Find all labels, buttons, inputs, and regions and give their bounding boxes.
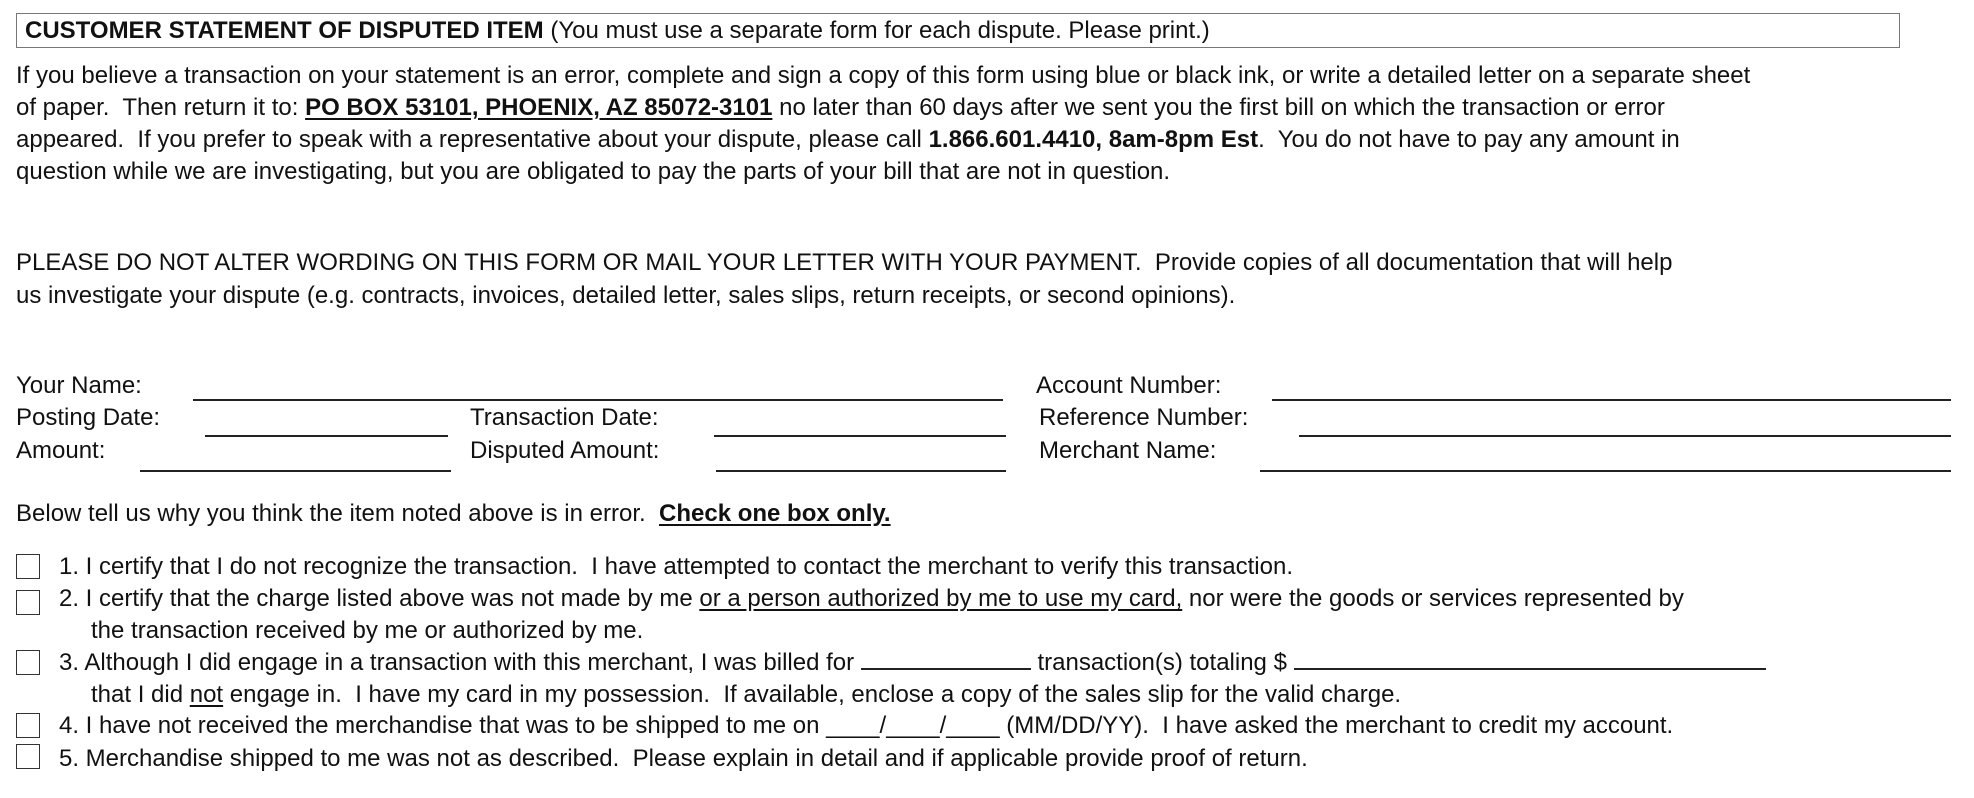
instruction-text: Below tell us why you think the item noted above is in error. [16, 500, 659, 527]
transaction-date-label: Transaction Date: [470, 404, 659, 431]
notice-line-1: PLEASE DO NOT ALTER WORDING ON THIS FORM OR MAIL YOUR LETTER WITH YOUR PAYMENT. Provide copies of all documentation that will help [16, 249, 1673, 276]
form-title-box [16, 13, 1900, 48]
merchant-name-field[interactable] [1260, 470, 1951, 472]
transaction-date-field[interactable] [714, 435, 1006, 437]
option-2-checkbox[interactable] [16, 590, 40, 615]
title-text: CUSTOMER STATEMENT OF DISPUTED ITEM [25, 17, 544, 44]
reference-number-label: Reference Number: [1039, 404, 1249, 431]
amount-field[interactable] [140, 470, 451, 472]
total-amount-blank[interactable] [1294, 646, 1766, 670]
option-text: transaction(s) totaling $ [1030, 649, 1294, 676]
intro-text: no later than 60 days after we sent you the first bill on which the transaction or error [772, 94, 1665, 121]
notice-line-2: us investigate your dispute (e.g. contracts, invoices, detailed letter, sales slips, return receipts, or second opinions). [16, 282, 1236, 309]
account-number-field[interactable] [1272, 399, 1951, 401]
instruction [16, 498, 891, 530]
intro-line-2 [16, 92, 1665, 124]
option-1-text: 1. I certify that I do not recognize the transaction. I have attempted to contact the merchant to verify this transaction. [59, 553, 1293, 580]
phone-number: 1.866.601.4410, 8am-8pm Est [928, 126, 1259, 153]
amount-label: Amount: [16, 437, 106, 464]
intro-line-1: If you believe a transaction on your statement is an error, complete and sign a copy of this form using blue or black ink, or write a detailed letter on a separate sheet [16, 62, 1751, 89]
account-number-label: Account Number: [1036, 372, 1222, 399]
option-3-text [59, 646, 1766, 679]
option-text: engage in. I have my card in my possession. If available, enclose a copy of the sales slip for the valid charge. [223, 681, 1402, 708]
intro-text: of paper. Then return it to: [16, 94, 306, 121]
mailing-address: PO BOX 53101, PHOENIX, AZ 85072-3101 [305, 94, 773, 121]
option-4-text: 4. I have not received the merchandise that was to be shipped to me on ____/____/____ (MM/DD/YY). I have asked the merchant to credit my account. [59, 712, 1674, 739]
intro-text: appeared. If you prefer to speak with a representative about your dispute, please call [16, 126, 929, 153]
option-text: nor were the goods or services represented by [1182, 585, 1684, 612]
option-2-continuation: the transaction received by me or authorized by me. [91, 617, 644, 644]
intro-text: . You do not have to pay any amount in [1258, 126, 1680, 153]
option-5-checkbox[interactable] [16, 744, 40, 769]
option-3-continuation [91, 679, 1401, 711]
intro-line-3 [16, 124, 1680, 156]
option-3-checkbox[interactable] [16, 650, 40, 675]
option-5-text: 5. Merchandise shipped to me was not as described. Please explain in detail and if applicable provide proof of return. [59, 745, 1308, 772]
option-underlined-text: or a person authorized by me to use my card, [699, 585, 1183, 612]
option-underlined-text: not [189, 681, 224, 708]
your-name-label: Your Name: [16, 372, 142, 399]
reference-number-field[interactable] [1299, 435, 1951, 437]
transaction-count-blank[interactable] [861, 646, 1031, 670]
option-text: 2. I certify that the charge listed above was not made by me [59, 585, 700, 612]
option-4-checkbox[interactable] [16, 713, 40, 738]
option-2-text [59, 583, 1684, 615]
form-title [25, 15, 1210, 47]
option-1-checkbox[interactable] [16, 554, 40, 579]
instruction-emphasis: Check one box only. [659, 500, 891, 527]
merchant-name-label: Merchant Name: [1039, 437, 1217, 464]
title-note: (You must use a separate form for each dispute. Please print.) [543, 17, 1210, 44]
disputed-amount-label: Disputed Amount: [470, 437, 660, 464]
posting-date-field[interactable] [205, 435, 448, 437]
option-text: that I did [91, 681, 190, 708]
option-text: 3. Although I did engage in a transaction with this merchant, I was billed for [59, 649, 861, 676]
intro-line-4: question while we are investigating, but you are obligated to pay the parts of your bill that are not in question. [16, 158, 1171, 185]
posting-date-label: Posting Date: [16, 404, 161, 431]
your-name-field[interactable] [193, 399, 1003, 401]
disputed-amount-field[interactable] [716, 470, 1006, 472]
